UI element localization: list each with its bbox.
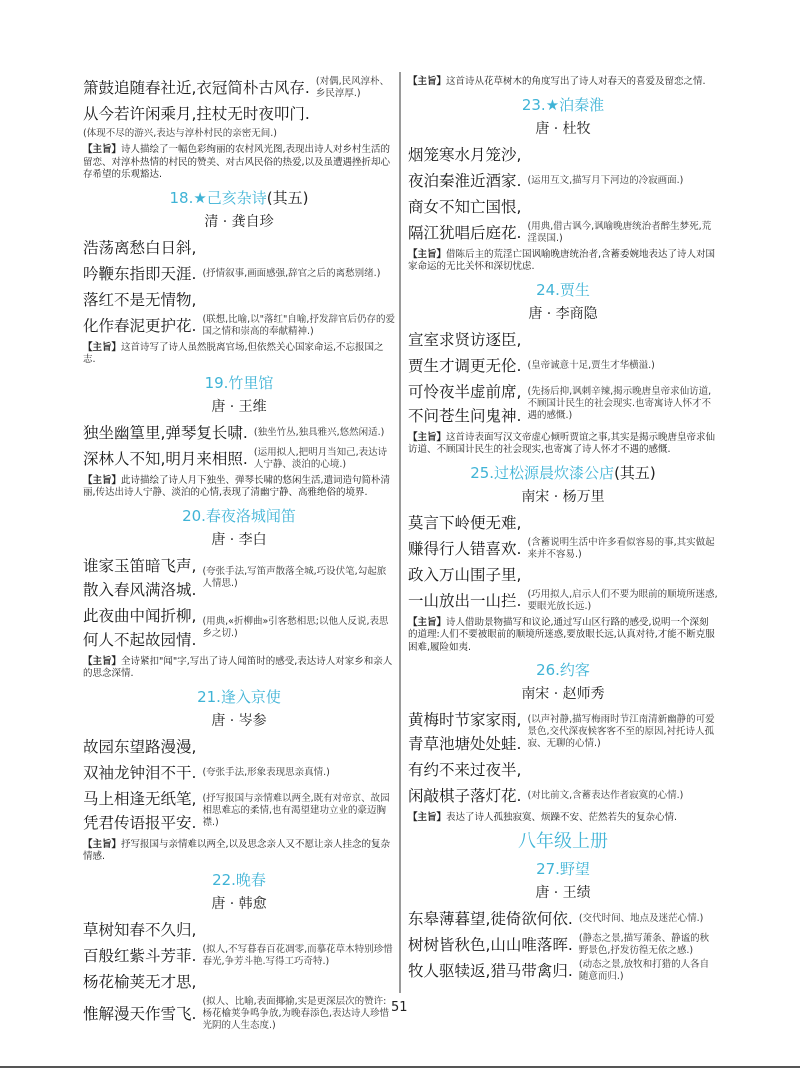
verse-line: 浩荡离愁白日斜,	[83, 238, 197, 257]
annotation: (夸张手法,写笛声散落全城,巧设伏笔,勾起旅人情思.)	[202, 565, 387, 589]
annotation: (先扬后抑,讽刺辛辣,揭示晚唐皇帝求仙访道,不顾国计民生的社会现实.也寄寓诗人怀才不遇的感慨.)	[527, 385, 712, 421]
annotation: (用典,借古讽今,讽喻晚唐统治者醉生梦死,荒淫误国.)	[527, 220, 712, 244]
poem-title: 24.贾生	[536, 280, 590, 299]
verse-line: 闲敲棋子落灯花.	[408, 787, 522, 805]
poem-22	[83, 870, 395, 1032]
annotation: (运用互文,描写月下河边的冷寂画面.)	[527, 174, 684, 186]
verse-row	[408, 143, 718, 167]
verse-row	[408, 563, 718, 587]
poem-author: 唐 · 韩愈	[211, 895, 267, 912]
poem-author: 唐 · 李白	[211, 531, 267, 548]
annotation: (用典,«折柳曲»引客愁相思;以他人反说,表思乡之切.)	[202, 615, 389, 639]
annotation: (含蓄说明生活中许多看似容易的事,其实做起来并不容易.)	[527, 536, 715, 560]
poem-24	[408, 280, 718, 457]
grade-heading: 八年级上册	[518, 830, 608, 852]
verse-line: 谁家玉笛暗飞声,	[83, 556, 197, 575]
annotation: (以声衬静,描写梅雨时节江南清新幽静的可爱景色,交代深夜候客客不至的原因,衬托诗人孤寂、无聊的心情.)	[527, 714, 715, 749]
verse-line: 百般红紫斗芳菲.	[83, 946, 197, 965]
poem-25	[408, 463, 718, 655]
poem-title: 27.野望	[536, 859, 590, 878]
verse-line: 政入万山围子里,	[408, 565, 522, 584]
verse-line: 独坐幽篁里,弹琴复长啸.	[83, 423, 248, 442]
poem-title: 26.约客	[536, 661, 590, 679]
verse-row	[408, 708, 718, 756]
verse-line: 青草池塘处处蛙.	[408, 735, 522, 753]
theme-summary: 【主旨】这首诗从花草树木的角度写出了诗人对春天的喜爱及留恋之情.	[408, 76, 706, 87]
poem-title: 19.竹里馆	[204, 373, 274, 392]
verse-row	[408, 511, 718, 535]
verse-row	[83, 421, 395, 445]
verse-row	[408, 195, 718, 219]
verse-line: 牧人驱犊返,猎马带禽归.	[408, 961, 573, 980]
verse-line: 惟解漫天作雪飞.	[83, 1004, 197, 1023]
theme-summary: 【主旨】诗人借助景物描写和议论,通过写山区行路的感受,说明一个深刻的道理:人们不要被眼前的顺境所迷惑,要放眼长远,认真对待,才能不断克服困难,履险如夷.	[408, 616, 715, 653]
poem-17-continued	[83, 76, 395, 182]
verse-line: 可怜夜半虚前席,	[408, 382, 522, 401]
verse-row	[83, 102, 395, 126]
annotation: (运用拟人,把明月当知己,表达诗人宁静、淡泊的心境.)	[253, 446, 388, 470]
verse-line: 双袖龙钟泪不干.	[83, 763, 197, 782]
verse-row	[83, 735, 395, 759]
poem-title: 20.春夜洛城闻笛	[182, 506, 296, 525]
theme-summary: 【主旨】抒写报国与亲情难以两全,以及思念亲人又不愿让亲人挂念的复杂情感.	[83, 838, 391, 862]
poem-title: 21.逢入京使	[197, 687, 281, 706]
theme-summary: 【主旨】表达了诗人孤独寂寞、烦躁不安、茫然若失的复杂心情.	[408, 812, 678, 823]
poem-author: 唐 · 李商隐	[528, 305, 598, 322]
annotation: (抒情叙事,画面感强,辞官之后的离愁别绪.)	[202, 267, 381, 279]
verse-line: 草树知春不久归,	[83, 920, 197, 939]
verse-row	[83, 288, 395, 312]
annotation: (体现不尽的游兴,表达与淳朴村民的亲密无间.)	[83, 128, 277, 139]
poem-26	[408, 660, 718, 825]
verse-row	[408, 784, 718, 808]
verse-line: 商女不知亡国恨,	[408, 197, 522, 216]
theme-summary: 【主旨】诗人描绘了一幅色彩绚丽的农村风光图,表现出诗人对乡村生活的留恋、对淳朴热情的村民的赞美、对古风民俗的热爱,以及虽遭遇挫折却心存希望的乐观豁达.	[83, 144, 391, 180]
annotation: (静态之景,描写萧条、静谧的秋野景色,抒发彷徨无依之感.)	[578, 932, 710, 956]
verse-line: 此夜曲中闻折柳,	[83, 606, 197, 625]
annotation: (动态之景,放牧和打猎的人各自随意而归.)	[578, 958, 710, 982]
verse-row	[408, 758, 718, 782]
verse-row	[408, 221, 718, 245]
verse-line: 贾生才调更无伦.	[408, 356, 522, 375]
verse-row	[83, 918, 395, 942]
poem-author: 唐 · 王维	[211, 398, 267, 415]
verse-line: 隔江犹唱后庭花.	[408, 223, 522, 242]
verse-line: 化作春泥更护花.	[83, 316, 197, 335]
annotation: (对偶,民风淳朴、乡民淳厚.)	[315, 76, 390, 99]
annotation: (联想,比喻,以"落红"自喻,抒发辞官后仍存的爱国之情和崇高的奉献精神.)	[202, 313, 395, 337]
verse-row	[83, 761, 395, 785]
verse-row	[408, 354, 718, 378]
poem-title: 22.晚春	[212, 870, 266, 889]
poem-author: 南宋 · 杨万里	[521, 488, 605, 505]
column-divider	[399, 72, 401, 993]
annotation: (抒写报国与亲情难以两全,既有对帝京、故园相思难忘的柔情,也有渴望建功立业的豪迈胸襟.)	[202, 792, 390, 828]
verse-row	[408, 589, 718, 613]
poem-title: 25.过松源晨炊漆公店(其五)	[470, 463, 656, 482]
poem-author: 唐 · 岑参	[211, 712, 267, 729]
page-number: 51	[391, 1000, 408, 1015]
verse-line: 深林人不知,明月来相照.	[83, 449, 248, 468]
poem-18	[83, 188, 395, 367]
verse-line: 马上相逢无纸笔,	[83, 789, 197, 808]
verse-row	[408, 959, 718, 983]
verse-line: 东皋薄暮望,徙倚欲何依.	[408, 909, 573, 928]
verse-line: 何人不起故园情.	[83, 630, 197, 649]
verse-line: 故园东望路漫漫,	[83, 737, 197, 756]
poem-author: 清 · 龚自珍	[204, 213, 274, 230]
poem-title: 23.★泊秦淮	[521, 95, 605, 114]
poem-author: 唐 · 王绩	[535, 884, 591, 901]
verse-line: 莫言下岭便无难,	[408, 513, 522, 532]
verse-line: 不问苍生问鬼神.	[408, 406, 522, 425]
theme-summary: 【主旨】此诗描绘了诗人月下独坐、弹琴长啸的悠闲生活,遣词造句简朴清丽,传达出诗人宁静、淡泊的心情,表现了清幽宁静、高雅绝俗的境界.	[83, 474, 391, 498]
verse-line: 宣室求贤访逐臣,	[408, 330, 522, 349]
verse-line: 箫鼓追随春社近,衣冠简朴古风存.	[83, 79, 310, 97]
theme-summary: 【主旨】全诗紧扣"闻"字,写出了诗人闻笛时的感受,表达诗人对家乡和亲人的思念深情.	[83, 655, 393, 679]
verse-row	[83, 970, 395, 994]
verse-row	[408, 380, 718, 428]
verse-row	[408, 537, 718, 561]
theme-summary: 【主旨】这首诗表面写汉文帝虚心倾听贾谊之事,其实是揭示晚唐皇帝求仙访道、不顾国计民生的社会现实,也寄寓了诗人怀才不遇的感慨.	[408, 431, 716, 455]
verse-line: 落红不是无情物,	[83, 290, 197, 309]
verse-row	[83, 787, 395, 835]
annotation: (交代时间、地点及迷茫心情.)	[578, 912, 704, 924]
poem-19	[83, 373, 395, 500]
annotation: (独坐竹丛,独具雅兴,悠然闲适.)	[253, 426, 385, 438]
verse-row	[83, 262, 395, 286]
verse-line: 杨花榆荚无才思,	[83, 972, 197, 991]
annotation: (对比前文,含蓄表达作者寂寞的心情.)	[527, 790, 684, 801]
verse-line: 凭君传语报平安.	[83, 813, 197, 832]
annotation: (拟人,不写暮春百花凋零,而摹花草木特别珍惜春光,争芳斗艳.写得工巧奇特.)	[202, 943, 393, 967]
verse-row	[83, 604, 395, 652]
verse-line: 赚得行人错喜欢.	[408, 539, 522, 558]
verse-row	[408, 328, 718, 352]
verse-line: 夜泊秦淮近酒家.	[408, 171, 522, 190]
verse-row	[83, 76, 395, 100]
verse-row	[83, 236, 395, 260]
verse-row	[408, 169, 718, 193]
theme-summary: 【主旨】这首诗写了诗人虽然脱离官场,但依然关心国家命运,不忘报国之志.	[83, 341, 384, 365]
left-column	[83, 74, 395, 1034]
poem-20	[83, 506, 395, 681]
annotation: (巧用拟人,启示人们不要为眼前的顺境所迷惑,要眼光放长远.)	[527, 588, 718, 612]
poem-23	[408, 95, 718, 274]
annotation: (夸张手法,形象表现思亲真情.)	[202, 766, 330, 778]
verse-line: 树树皆秋色,山山唯落晖.	[408, 935, 573, 954]
poem-author: 唐 · 杜牧	[535, 120, 591, 137]
poem-21	[83, 687, 395, 864]
verse-line: 烟笼寒水月笼沙,	[408, 145, 522, 164]
verse-line: 散入春风满洛城.	[83, 580, 197, 599]
verse-line: 黄梅时节家家雨,	[408, 711, 522, 729]
verse-row	[83, 996, 395, 1032]
theme-summary: 【主旨】借陈后主的荒淫亡国讽喻晚唐统治者,含蓄委婉地表达了诗人对国家命运的无比关怀和深切忧虑.	[408, 248, 716, 272]
verse-row	[83, 447, 395, 471]
annotation: (皇帝诚意十足,贾生才华横溢.)	[527, 359, 655, 371]
verse-row	[83, 314, 395, 338]
verse-line: 有约不来过夜半,	[408, 761, 522, 779]
right-column	[408, 72, 718, 985]
verse-row	[408, 907, 718, 931]
verse-row	[83, 554, 395, 602]
poem-27	[408, 859, 718, 983]
verse-line: 一山放出一山拦.	[408, 591, 522, 610]
poem-title: 18.★己亥杂诗(其五)	[169, 188, 309, 207]
annotation: (拟人、比喻,表面揶揄,实是更深层次的赞许:杨花榆荚争鸣争放,为晚春添色,表达诗人珍惜光阴的人生态度.)	[202, 995, 389, 1031]
verse-line: 吟鞭东指即天涯.	[83, 264, 197, 283]
poem-author: 南宋 · 赵师秀	[521, 686, 605, 702]
verse-row	[83, 944, 395, 968]
verse-line: 从今若许闲乘月,拄杖无时夜叩门.	[83, 105, 310, 123]
verse-row	[408, 933, 718, 957]
